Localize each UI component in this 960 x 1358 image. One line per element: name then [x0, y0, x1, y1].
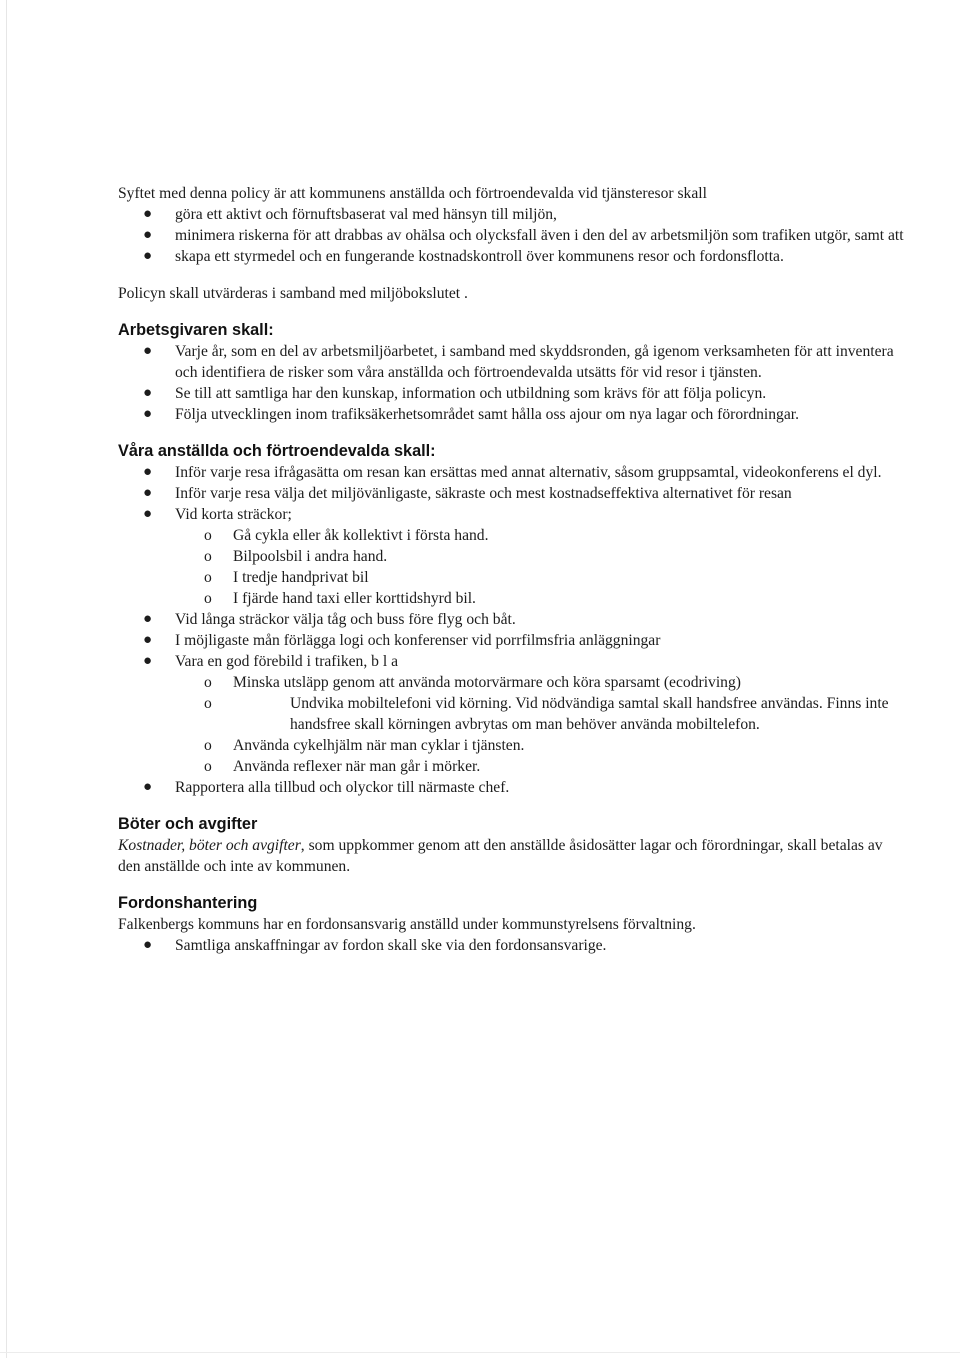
bullet-icon: ●	[143, 227, 153, 243]
sub-bullet-icon: o	[204, 758, 212, 775]
bullet-icon: ●	[143, 611, 153, 627]
sub-list-item	[175, 693, 908, 735]
employer-section	[118, 320, 908, 425]
list-item	[118, 246, 908, 267]
role-model-list	[175, 672, 908, 777]
list-item-text: Vid korta sträckor;	[175, 506, 292, 523]
list-item-text: Inför varje resa ifrågasätta om resan kan ersättas med annat alternativ, såsom gruppsamtal, videokonferens el dyl.	[175, 464, 882, 481]
sub-bullet-icon: o	[204, 548, 212, 565]
list-item-text: Följa utvecklingen inom trafiksäkerhetsområdet samt hålla oss ajour om nya lagar och förordningar.	[175, 406, 800, 423]
fines-text	[118, 835, 908, 877]
sub-bullet-icon: o	[204, 590, 212, 607]
sub-list-item-text: Minska utsläpp genom att använda motorvärmare och köra sparsamt (ecodriving)	[233, 674, 741, 691]
sub-list-item-text: Använda reflexer när man går i mörker.	[233, 758, 481, 775]
sub-list-item-text: I tredje handprivat bil	[233, 569, 369, 586]
sub-list-item-text: Bilpoolsbil i andra hand.	[233, 548, 388, 565]
bullet-icon: ●	[143, 206, 153, 222]
sub-list-item	[175, 672, 908, 693]
bullet-icon: ●	[143, 937, 153, 953]
vehicles-section	[118, 893, 908, 956]
list-item-text: göra ett aktivt och förnuftsbaserat val med hänsyn till miljön,	[175, 206, 557, 223]
staff-heading: Våra anställda och förtroendevalda skall:	[118, 442, 436, 460]
bullet-icon: ●	[143, 506, 153, 522]
purpose-lead: Syftet med denna policy är att kommunens anställda och förtroendevalda vid tjänsteresor skall	[118, 185, 707, 202]
sub-list-item-text: Använda cykelhjälm när man cyklar i tjänsten.	[233, 737, 525, 754]
list-item	[118, 483, 908, 504]
staff-section	[118, 441, 908, 798]
bullet-icon: ●	[143, 632, 153, 648]
list-item	[118, 651, 908, 777]
scan-edge-bottom	[0, 1352, 960, 1353]
list-item-text: I möjligaste mån förlägga logi och konferenser vid porrfilmsfria anläggningar	[175, 632, 661, 649]
list-item	[118, 225, 908, 246]
list-item-text: Rapportera alla tillbud och olyckor till närmaste chef.	[175, 779, 510, 796]
bullet-icon: ●	[143, 248, 153, 264]
list-item	[118, 404, 908, 425]
list-item-text: Varje år, som en del av arbetsmiljöarbetet, i samband med skyddsronden, gå igenom verksamheten för att inventera och identifiera de risker som våra anställda och förtroendevalda utsätts för vid resor i tjänsten.	[175, 343, 894, 381]
employer-heading: Arbetsgivaren skall:	[118, 321, 274, 339]
list-item	[118, 609, 908, 630]
purpose-list	[118, 204, 908, 267]
sub-list-item-text: I fjärde hand taxi eller korttidshyrd bil.	[233, 590, 476, 607]
employer-list	[118, 341, 908, 425]
sub-list-item	[175, 546, 908, 567]
sub-bullet-icon: o	[204, 527, 212, 544]
staff-list	[118, 462, 908, 798]
list-item	[118, 935, 908, 956]
sub-bullet-icon: o	[204, 674, 212, 691]
sub-list-item	[175, 525, 908, 546]
document-body	[118, 183, 908, 956]
list-item	[118, 462, 908, 483]
bullet-icon: ●	[143, 464, 153, 480]
vehicles-heading: Fordonshantering	[118, 894, 258, 912]
list-item	[118, 777, 908, 798]
fines-italic-lead: Kostnader, böter och avgifter	[118, 837, 301, 854]
list-item	[118, 204, 908, 225]
list-item-text: Vid långa sträckor välja tåg och buss före flyg och båt.	[175, 611, 516, 628]
list-item-text: Inför varje resa välja det miljövänligaste, säkraste och mest kostnadseffektiva alternativet för resan	[175, 485, 792, 502]
sub-bullet-icon: o	[204, 737, 212, 754]
bullet-icon: ●	[143, 385, 153, 401]
list-item	[118, 341, 908, 383]
bullet-icon: ●	[143, 485, 153, 501]
fines-body: , som uppkommer genom att den anställde åsidosätter lagar och förordningar, skall betalas av den anställde och inte av kommunen.	[118, 837, 883, 875]
sub-bullet-icon: o	[204, 695, 212, 712]
short-trips-list	[175, 525, 908, 609]
sub-list-item-text: Undvika mobiltelefoni vid körning. Vid nödvändiga samtal skall handsfree användas. Finns inte handsfree skall körningen avbrytas om man behöver använda mobiltelefon.	[290, 695, 889, 733]
vehicles-text: Falkenbergs kommuns har en fordonsansvarig anställd under kommunstyrelsens förvaltning.	[118, 916, 696, 933]
list-item-text: Vara en god förebild i trafiken, b l a	[175, 653, 398, 670]
sub-list-item	[175, 735, 908, 756]
bullet-icon: ●	[143, 406, 153, 422]
bullet-icon: ●	[143, 653, 153, 669]
sub-list-item	[175, 588, 908, 609]
sub-list-item	[175, 756, 908, 777]
fines-section	[118, 814, 908, 877]
scan-edge-left	[6, 0, 7, 1358]
evaluation-note: Policyn skall utvärderas i samband med miljöbokslutet .	[118, 285, 468, 302]
vehicles-list	[118, 935, 908, 956]
fines-heading: Böter och avgifter	[118, 815, 258, 833]
list-item-text: skapa ett styrmedel och en fungerande kostnadskontroll över kommunens resor och fordonsflotta.	[175, 248, 784, 265]
sub-list-item-text: Gå cykla eller åk kollektivt i första hand.	[233, 527, 489, 544]
sub-list-item	[175, 567, 908, 588]
bullet-icon: ●	[143, 779, 153, 795]
list-item	[118, 504, 908, 609]
list-item-text: Samtliga anskaffningar av fordon skall ske via den fordonsansvarige.	[175, 937, 607, 954]
list-item-text: Se till att samtliga har den kunskap, information och utbildning som krävs för att följa policyn.	[175, 385, 767, 402]
sub-bullet-icon: o	[204, 569, 212, 586]
list-item-text: minimera riskerna för att drabbas av ohälsa och olycksfall även i den del av arbetsmiljön som trafiken utgör, samt att	[175, 227, 904, 244]
bullet-icon: ●	[143, 343, 153, 359]
list-item	[118, 630, 908, 651]
list-item	[118, 383, 908, 404]
purpose-section	[118, 183, 908, 304]
